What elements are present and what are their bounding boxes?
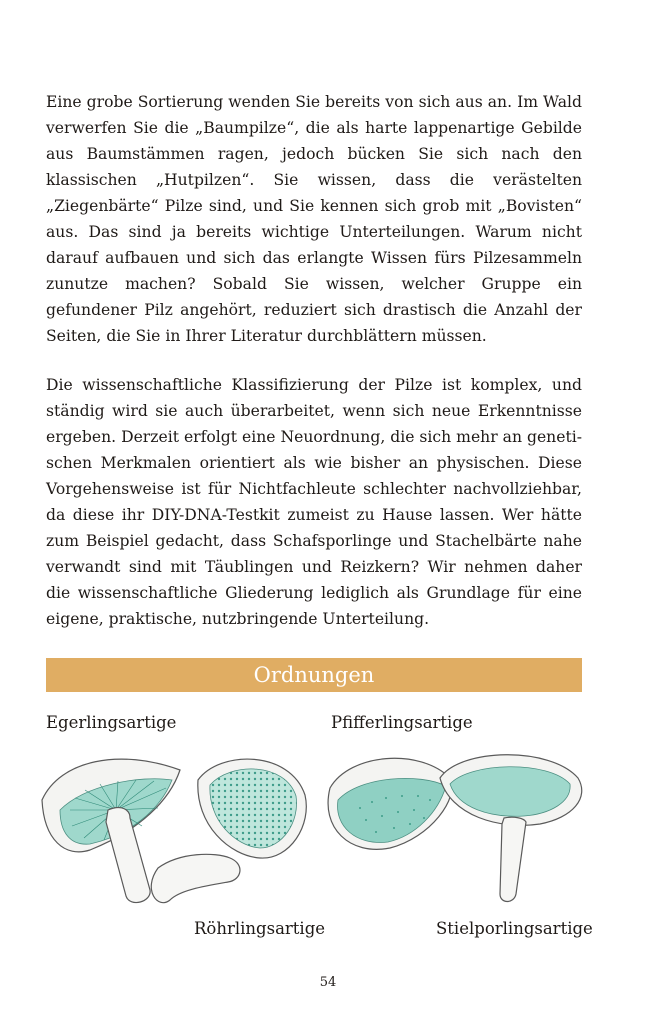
page-number: 54 — [319, 975, 337, 990]
section-banner — [46, 658, 582, 692]
order-label-roehrlingsartige: Röhrlingsartige — [194, 919, 326, 938]
body-paragraph-2: Die wissenschaftliche Klassifizierung der Pilze ist komplex, und ständig wird sie auch überarbeitet, wenn sich neue Erkenntnisse ergeben. Derzeit erfolgt eine Neuordnung, die sich mehr an genetischen Merkmalen orientiert als wie bisher an physischen. Diese Vorgehensweise ist für Nichtfachleute schlechter nachvollziehbar, da diese ihr DIY-DNA-Testkit zumeist zu Hause lassen. Wer hätte zum Beispiel gedacht, dass Schafsporlinge und Stachelbärte nahe verwandt sind mit Täublingen und Reizkern? Wir nehmen daher die wissenschaftliche Gliederung lediglich als Grundlage für eine eigene, praktische, nutzbringende Unterteilung. — [46, 376, 582, 628]
body-paragraph-1: Eine grobe Sortierung wenden Sie bereits von sich aus an. Im Wald verwerfen Sie die „Baumpilze“, die als harte lappenartige Gebilde aus Baumstämmen ragen, jedoch bücken Sie sich nach den klassischen „Hutpilzen“. Sie wissen, dass die verästelten „Ziegenbärte“ Pilze sind, und Sie kennen sich grob mit „Bovisten“ aus. Das sind ja bereits wichtige Unterteilungen. Warum nicht darauf aufbauen und sich das erlangte Wissen fürs Pilzesammeln zunutze machen? Sobald Sie wissen, welcher Gruppe ein gefundener Pilz angehört, reduziert sich drastisch die Anzahl der Seiten, die Sie in Ihrer Literatur durchblättern müssen. — [46, 93, 582, 345]
pfifferling-mushroom-icon — [328, 758, 452, 849]
order-label-egerlingsartige: Egerlingsartige — [46, 713, 177, 732]
stielporling-mushroom-icon — [440, 755, 582, 902]
section-title: Ordnungen — [253, 663, 375, 687]
order-label-stielporlingsartige: Stielporlingsartige — [436, 919, 593, 938]
mushroom-illustration-left — [30, 740, 320, 920]
order-label-pfifferlingsartige: Pfifferlingsartige — [331, 713, 473, 732]
mushroom-illustration-right — [310, 738, 600, 920]
